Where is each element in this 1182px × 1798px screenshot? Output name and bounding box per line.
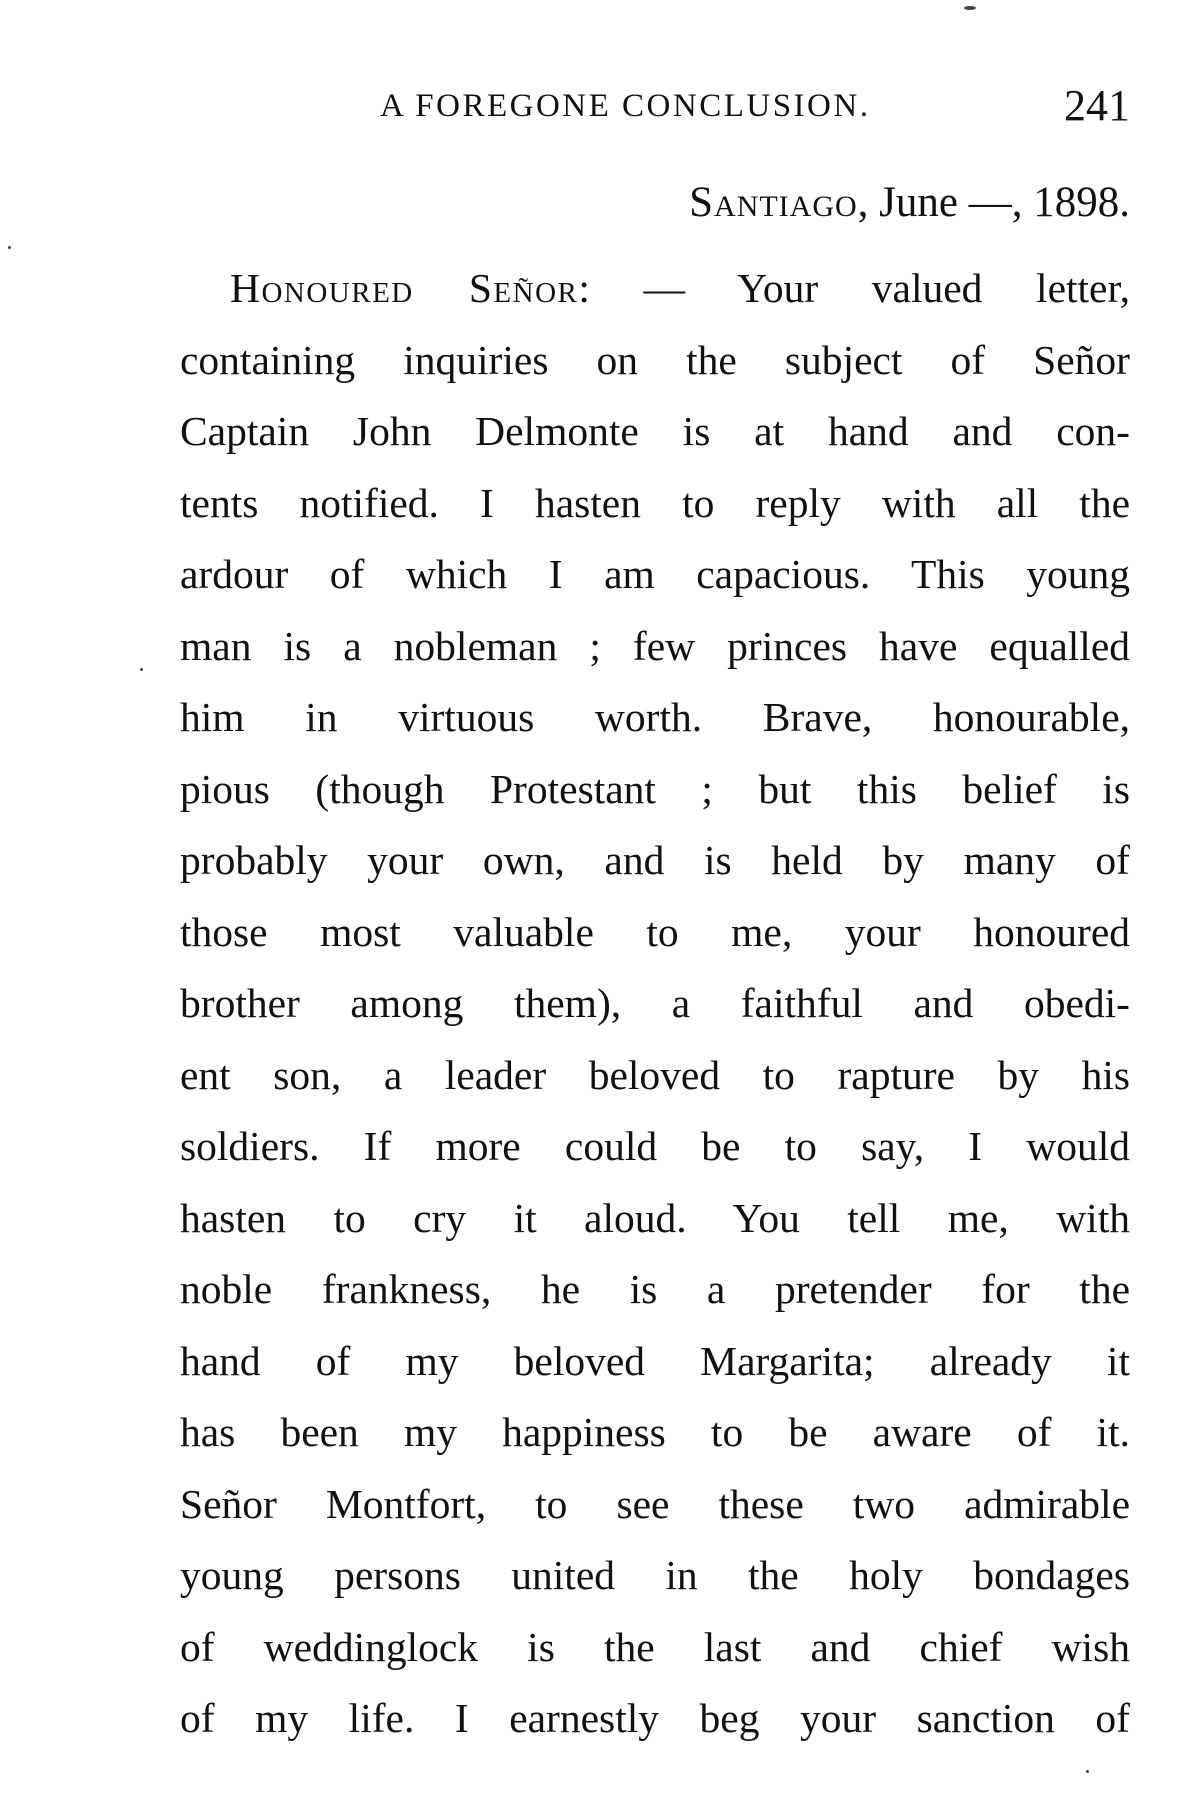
- print-speck: [140, 668, 143, 671]
- text-line: soldiers. If more could be to say, I would: [180, 1123, 1130, 1169]
- text-line: hasten to cry it aloud. You tell me, with: [180, 1194, 1130, 1241]
- text-line: probably your own, and is held by many of: [180, 837, 1130, 883]
- running-title: A FOREGONE CONCLUSION.: [380, 88, 871, 124]
- text-line: young persons united in the holy bondages: [180, 1552, 1130, 1598]
- letter-body: [180, 253, 1130, 1755]
- letter-date: , June —, 1898.: [857, 179, 1130, 226]
- print-speck: [964, 6, 976, 10]
- print-speck: [8, 246, 11, 249]
- text-line: Señor Montfort, to see these two admirable: [180, 1480, 1130, 1527]
- text-line: Captain John Delmonte is at hand and con-: [180, 408, 1130, 454]
- text-line: noble frankness, he is a pretender for the: [180, 1266, 1130, 1312]
- text-line: hand of my beloved Margarita; already it: [180, 1337, 1130, 1384]
- text-line: man is a nobleman ; few princes have equalled: [180, 622, 1130, 669]
- text-line: him in virtuous worth. Brave, honourable,: [180, 694, 1130, 740]
- text-line: brother among them), a faithful and obedi-: [180, 980, 1130, 1026]
- text-line: ardour of which I am capacious. This young: [180, 551, 1130, 597]
- text-line: has been my happiness to be aware of it.: [180, 1409, 1130, 1455]
- letter-salutation: Honoured Señor: [230, 265, 579, 311]
- page-number: 241: [1064, 81, 1130, 130]
- text-line: pious (though Protestant ; but this belief is: [180, 765, 1130, 812]
- letter-place: Santiago: [689, 179, 858, 226]
- text-line: ent son, a leader beloved to rapture by his: [180, 1051, 1130, 1098]
- running-head: [180, 80, 1130, 140]
- letter-dateline: [689, 178, 1130, 227]
- text-line: Honoured Señor: — Your valued letter,: [230, 265, 1130, 311]
- print-speck: [1086, 1770, 1089, 1773]
- text-line: those most valuable to me, your honoured: [180, 908, 1130, 955]
- text-line: containing inquiries on the subject of Señor: [180, 336, 1130, 383]
- text-line: tents notified. I hasten to reply with all the: [180, 479, 1130, 526]
- text-line: of weddinglock is the last and chief wish: [180, 1623, 1130, 1670]
- text-line: of my life. I earnestly beg your sanction of: [180, 1695, 1130, 1741]
